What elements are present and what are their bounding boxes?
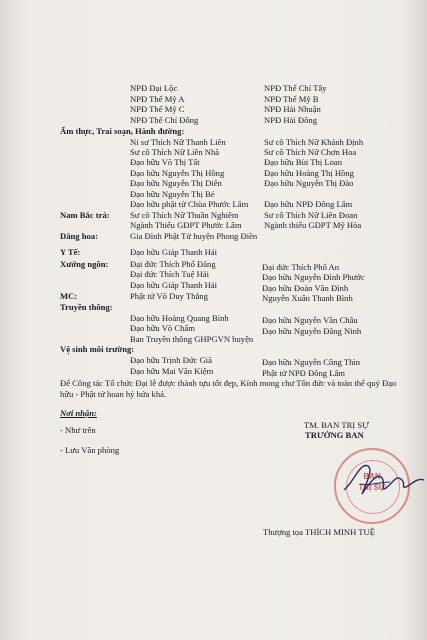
section-heading-xuong-ngon: Xướng ngôn:: [60, 259, 109, 269]
am-thuc-left-5: Đạo hữu Nguyễn Thị Bé: [130, 189, 215, 199]
am-thuc-left-1: Sư cô Thích Nữ Liên Nhã: [130, 147, 220, 157]
section-heading-nam-bac-tra: Nam Bắc trà:: [60, 210, 110, 220]
left-top-3: NPĐ Thể Chí Đông: [130, 115, 199, 125]
right-top-2: NPĐ Hải Nhuận: [264, 104, 321, 114]
nam-bac-tra-right-0: Sư cô Thích Nữ Liên Đoan: [264, 210, 358, 220]
am-thuc-left-6: Đạo hữu phật tử Chùa Phước Lâm: [130, 199, 249, 209]
recipients-heading: Nơi nhận:: [60, 408, 97, 418]
am-thuc-right-6: Đạo hữu NPĐ Đông Lâm: [264, 199, 353, 209]
nam-bac-tra-right-1: Ngành thiếu GĐPT Mỹ Hòa: [264, 220, 362, 230]
xuong-ngon-left-2: Đạo hữu Giáp Thanh Hải: [130, 280, 218, 290]
section-heading-mc: MC:: [60, 291, 78, 301]
section-heading-am-thuc: Ẩm thực, Trai soạn, Hành đường:: [60, 126, 185, 136]
y-te-value: Đạo hữu Giáp Thanh Hải: [130, 247, 218, 257]
mc-right: Nguyễn Xuân Thanh Bình: [262, 293, 353, 303]
seal-text-bottom: TRỊ SỰ: [358, 483, 386, 492]
am-thuc-right-2: Đạo hữu Bùi Thị Loan: [264, 157, 343, 167]
seal-text-top: BAN: [363, 472, 381, 481]
xuong-ngon-right-2: Đạo hữu Đoàn Văn Đình: [262, 283, 349, 293]
truyen-thong-left-1: Đạo hữu Võ Chẩm: [130, 323, 195, 333]
xuong-ngon-left-0: Đại đức Thích Phổ Đăng: [130, 259, 216, 269]
ve-sinh-left-0: Đạo hữu Trịnh Đức Giã: [130, 355, 212, 365]
am-thuc-left-0: Ni sư Thích Nữ Thanh Liên: [130, 137, 226, 147]
am-thuc-right-4: Đạo hữu Nguyễn Thị Đào: [264, 178, 354, 188]
truyen-thong-left-2: Ban Truyền thông GHPGVN huyện: [130, 334, 254, 344]
mc-left: Phật tử Võ Duy Thắng: [130, 291, 208, 301]
section-heading-ve-sinh: Vệ sinh môi trường:: [60, 344, 135, 354]
am-thuc-right-3: Đạo hữu Hoàng Thị Hồng: [264, 168, 354, 178]
truyen-thong-right-1: Đạo hữu Nguyễn Đăng Ninh: [262, 326, 362, 336]
right-top-0: NPĐ Thể Chí Tây: [264, 83, 327, 93]
closing-line-2: hữu - Phật tử hoan hỷ hứa khả.: [60, 389, 167, 399]
signature-title: TRƯỞNG BAN: [305, 430, 364, 440]
am-thuc-right-1: Sư cô Thích Nữ Chơn Hoa: [264, 147, 357, 157]
dang-hoa-value: Gia Đình Phật Tử huyện Phong Điền: [130, 231, 258, 241]
left-top-0: NPĐ Đại Lộc: [130, 83, 178, 93]
xuong-ngon-left-1: Đại đức Thích Tuệ Hải: [130, 269, 209, 279]
right-top-1: NPĐ Thể Mỹ B: [264, 94, 319, 104]
recipient-item-0: - Như trên: [60, 425, 96, 435]
xuong-ngon-right-0: Đại đức Thích Phổ An: [262, 262, 340, 272]
am-thuc-left-2: Đạo hữu Võ Thị Tất: [130, 157, 200, 167]
signature-org: TM. BAN TRỊ SỰ: [304, 420, 369, 430]
xuong-ngon-right-1: Đạo hữu Nguyễn Đình Phước: [262, 272, 365, 282]
ve-sinh-right-0: Đạo hữu Nguyễn Công Thìn: [262, 357, 361, 367]
left-top-1: NPĐ Thể Mỹ A: [130, 94, 185, 104]
section-heading-y-te: Y Tế:: [60, 247, 81, 257]
handwritten-signature: [340, 452, 427, 508]
right-top-3: NPĐ Hải Đông: [264, 115, 317, 125]
truyen-thong-right-0: Đạo hữu Nguyễn Văn Châu: [262, 315, 358, 325]
section-heading-truyen-thong: Truyền thông:: [60, 302, 113, 312]
truyen-thong-left-0: Đạo hữu Hoàng Quang Bình: [130, 313, 229, 323]
nam-bac-tra-left-1: Ngành Thiếu GĐPT Phước Lâm: [130, 220, 242, 230]
section-heading-dang-hoa: Dâng hoa:: [60, 231, 98, 241]
left-top-2: NPĐ Thể Mỹ C: [130, 104, 185, 114]
closing-line-1: Để Công tác Tổ chức Đại lễ được thành tựu tốt đẹp, Kính mong chư Tôn đức và toàn thể quý Đạo: [60, 378, 397, 388]
am-thuc-left-3: Đạo hữu Nguyễn Thị Hồng: [130, 168, 225, 178]
ve-sinh-right-1: Phật tử NPĐ Đông Lâm: [262, 368, 345, 378]
ve-sinh-left-1: Đạo hữu Mai Văn Kiệm: [130, 366, 214, 376]
signature-name: Thượng tọa THÍCH MINH TUỆ: [263, 527, 375, 537]
recipient-item-1: - Lưu Văn phòng: [60, 445, 120, 455]
am-thuc-left-4: Đạo hữu Nguyễn Thị Diên: [130, 178, 222, 188]
nam-bac-tra-left-0: Sư cô Thích Nữ Thuần Nghiêm: [130, 210, 239, 220]
am-thuc-right-0: Sư cô Thích Nữ Khánh Định: [264, 137, 364, 147]
